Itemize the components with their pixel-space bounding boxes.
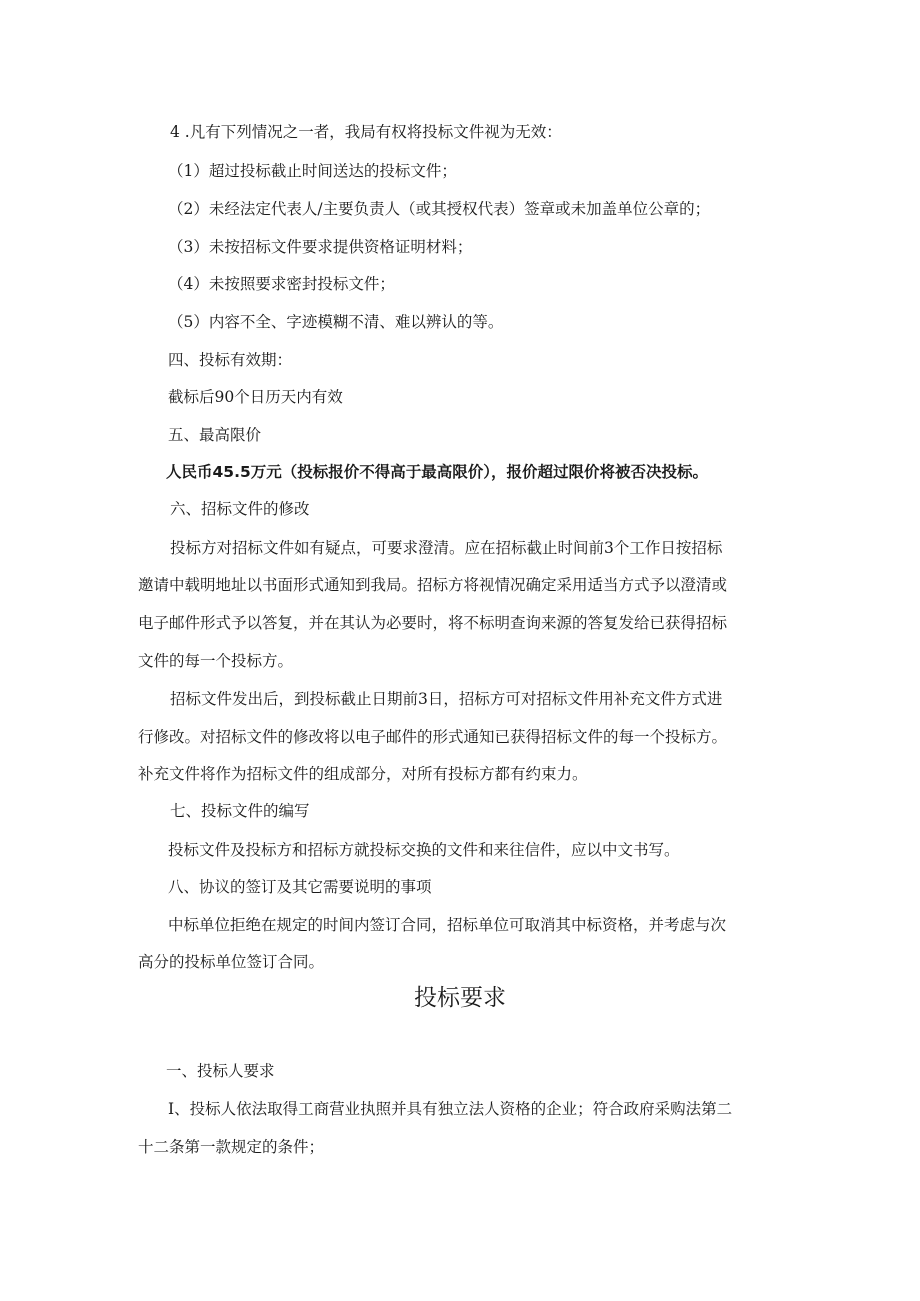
section-4-heading: 四、投标有效期： xyxy=(168,351,293,369)
section-4-text: 截标后90个日历天内有效 xyxy=(168,388,343,406)
section-8-line2: 高分的投标单位签订合同。 xyxy=(138,953,325,971)
invalid-item-1: （1）超过投标截止时间送达的投标文件； xyxy=(168,162,457,180)
requirements-heading: 一、投标人要求 xyxy=(166,1062,275,1080)
invalid-bid-clause: 4 .凡有下列情况之一者，我局有权将投标文件视为无效： xyxy=(170,123,562,141)
section-6-para1-line1: 投标方对招标文件如有疑点，可要求澄清。应在招标截止时间前3个工作日按招标 xyxy=(170,539,723,557)
section-6-para2-line2: 行修改。对招标文件的修改将以电子邮件的形式通知已获得招标文件的每一个投标方。 xyxy=(138,728,728,746)
section-8-heading: 八、协议的签订及其它需要说明的事项 xyxy=(168,878,432,896)
section-7-heading: 七、投标文件的编写 xyxy=(170,802,310,820)
invalid-item-5: （5）内容不全、字迹模糊不清、难以辨认的等。 xyxy=(168,313,504,331)
requirements-line2: 十二条第一款规定的条件； xyxy=(138,1138,325,1156)
section-7-text: 投标文件及投标方和招标方就投标交换的文件和来往信件，应以中文书写。 xyxy=(168,841,680,859)
requirements-title: 投标要求 xyxy=(414,985,506,1011)
section-5-text: 人民币45.5万元（投标报价不得高于最高限价），报价超过限价将被否决投标。 xyxy=(166,463,708,481)
section-5-heading: 五、最高限价 xyxy=(168,426,262,444)
invalid-item-4: （4）未按照要求密封投标文件； xyxy=(168,275,395,293)
section-6-para1-line2: 邀请中载明地址以书面形式通知到我局。招标方将视情况确定采用适当方式予以澄清或 xyxy=(138,576,728,594)
section-6-para1-line3: 电子邮件形式予以答复，并在其认为必要时，将不标明查询来源的答复发给已获得招标 xyxy=(138,614,728,632)
section-8-line1: 中标单位拒绝在规定的时间内签订合同，招标单位可取消其中标资格，并考虑与次 xyxy=(168,916,727,934)
section-6-para2-line3: 补充文件将作为招标文件的组成部分，对所有投标方都有约束力。 xyxy=(138,765,588,783)
section-6-heading: 六、招标文件的修改 xyxy=(170,500,310,518)
invalid-item-3: （3）未按招标文件要求提供资格证明材料； xyxy=(168,238,473,256)
section-6-para2-line1: 招标文件发出后，到投标截止日期前3日，招标方可对招标文件用补充文件方式进 xyxy=(170,690,723,708)
section-6-para1-line4: 文件的每一个投标方。 xyxy=(138,652,294,670)
invalid-item-2: （2）未经法定代表人/主要负责人（或其授权代表）签章或未加盖单位公章的； xyxy=(168,200,711,218)
requirements-line1: I、投标人依法取得工商营业执照并具有独立法人资格的企业；符合政府采购法第二 xyxy=(168,1100,733,1118)
